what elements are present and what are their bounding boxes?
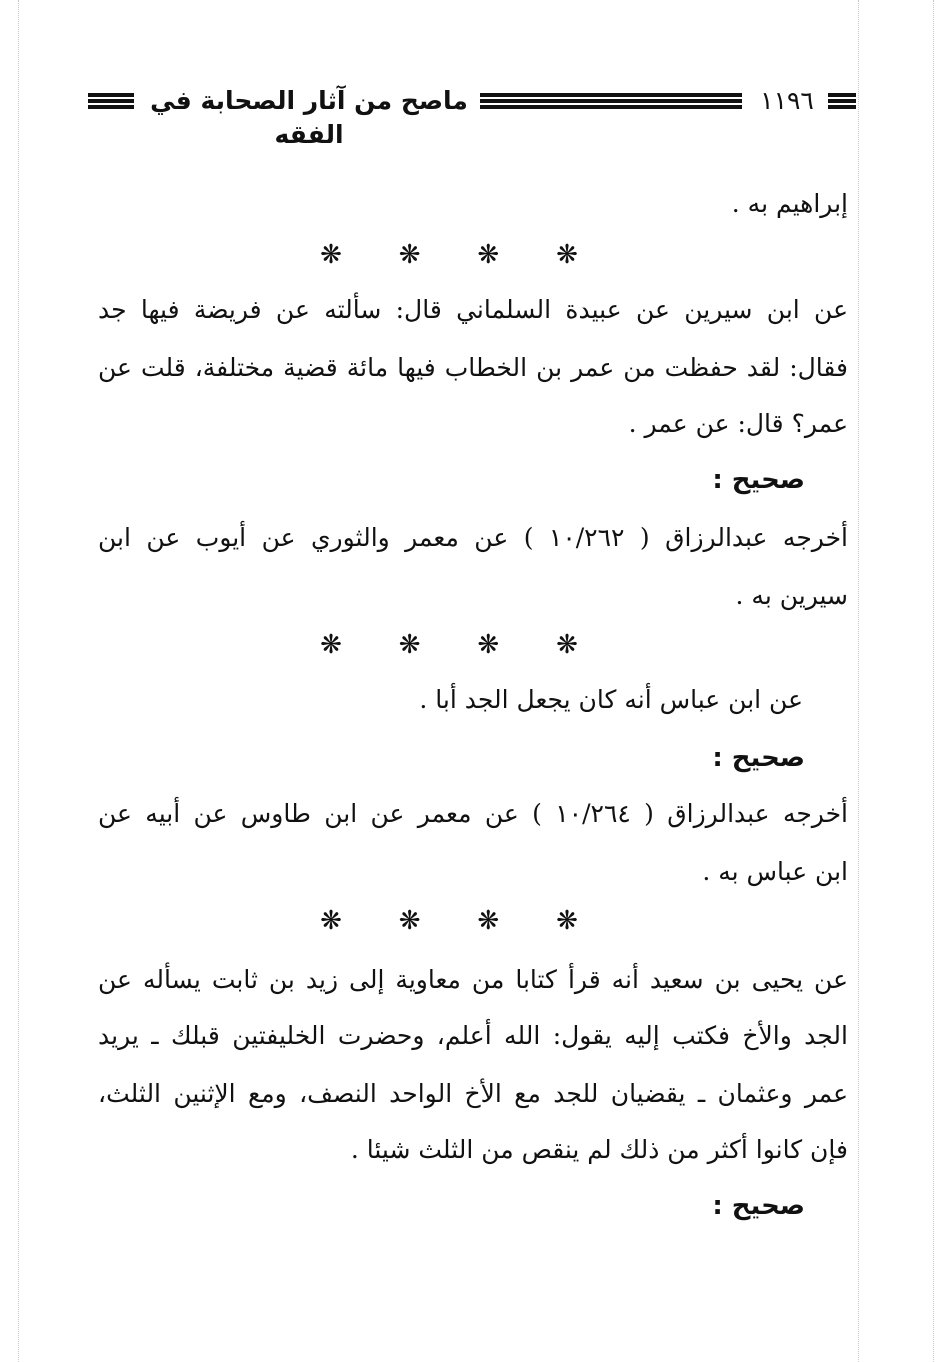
header-rule-left <box>88 93 134 109</box>
text-line: إبراهيم به . <box>731 189 848 218</box>
verdict-heading: صحيح : <box>712 1191 805 1221</box>
running-title: ماصح من آثار الصحابة في الفقه <box>150 86 468 149</box>
asterisk-ornament-icon: ❋ <box>556 906 578 936</box>
text-line: أخرجه عبدالرزاق ( ١٠/٢٦٤ ) عن معمر عن ابن طاوس عن أبيه عن <box>98 799 848 828</box>
asterisk-ornament-icon: ❋ <box>320 240 342 270</box>
margin-dotted-line <box>858 0 859 1362</box>
asterisk-ornament-icon: ❋ <box>477 906 500 936</box>
section-separator <box>318 906 580 936</box>
verdict-heading: صحيح : <box>712 465 805 495</box>
asterisk-ornament-icon: ❋ <box>477 630 500 660</box>
text-line: عن ابن سيرين عن عبيدة السلماني قال: سألته عن فريضة فيها جد <box>98 295 848 324</box>
page-number: ١١٩٦ <box>760 86 814 115</box>
running-header <box>88 82 856 149</box>
header-rule-right <box>828 93 856 109</box>
verdict-heading: صحيح : <box>712 743 805 773</box>
text-line: عمر وعثمان ـ يقضيان للجد مع الأخ الواحد النصف، ومع الإثنين الثلث، <box>98 1079 848 1108</box>
header-rule-middle <box>480 93 742 109</box>
asterisk-ornament-icon: ❋ <box>477 240 500 270</box>
text-line: عن يحيى بن سعيد أنه قرأ كتابا من معاوية إلى زيد بن ثابت يسأله عن <box>98 965 848 994</box>
asterisk-ornament-icon: ❋ <box>398 630 421 660</box>
margin-dotted-line <box>933 0 934 1362</box>
margin-dotted-line <box>18 0 19 1362</box>
text-line: عن ابن عباس أنه كان يجعل الجد أبا . <box>419 685 803 714</box>
text-line: أخرجه عبدالرزاق ( ١٠/٢٦٢ ) عن معمر والثوري عن أيوب عن ابن <box>98 523 848 552</box>
asterisk-ornament-icon: ❋ <box>398 240 421 270</box>
text-line: سيرين به . <box>735 581 848 610</box>
text-line: الجد والأخ فكتب إليه يقول: الله أعلم، وحضرت الخليفتين قبلك ـ يريد <box>98 1021 848 1050</box>
text-line: فإن كانوا أكثر من ذلك لم ينقص من الثلث شيئا . <box>350 1135 848 1164</box>
section-separator <box>318 240 580 270</box>
asterisk-ornament-icon: ❋ <box>320 906 342 936</box>
asterisk-ornament-icon: ❋ <box>556 630 578 660</box>
section-separator <box>318 630 580 660</box>
text-line: عمر؟ قال: عن عمر . <box>628 409 848 438</box>
asterisk-ornament-icon: ❋ <box>398 906 421 936</box>
asterisk-ornament-icon: ❋ <box>556 240 578 270</box>
asterisk-ornament-icon: ❋ <box>320 630 342 660</box>
text-line: فقال: لقد حفظت من عمر بن الخطاب فيها مائة قضية مختلفة، قلت عن <box>98 353 848 382</box>
text-line: ابن عباس به . <box>702 857 848 886</box>
